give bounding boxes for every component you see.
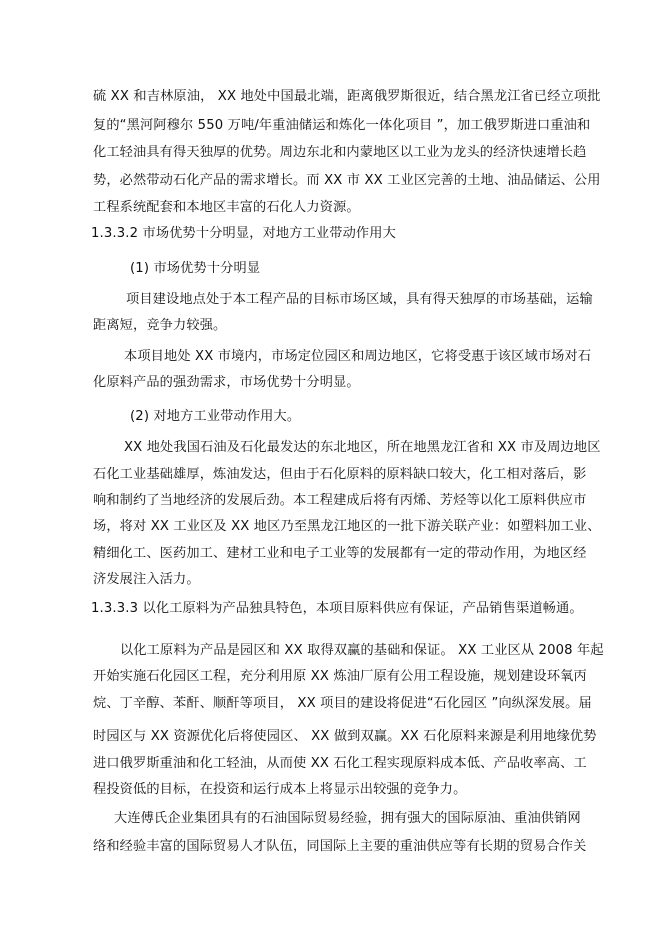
text-line: 开始实施石化园区工程，充分利用原 XX 炼油厂原有公用工程设施，规划建设环氧丙 (93, 669, 587, 684)
text-line: 以化工原料为产品是园区和 XX 取得双赢的基础和保证。 XX 工业区从 2008 年起 (120, 643, 604, 658)
section-heading: 1.3.3.2 市场优势十分明显，对地方工业带动作用大 (91, 226, 396, 241)
text-line: 工程系统配套和本地区丰富的石化人力资源。 (93, 200, 360, 215)
text-line: 距离短，竞争力较强。 (93, 318, 227, 333)
text-line: 本项目地处 XX 市境内，市场定位园区和周边地区，它将受惠于该区域市场对石 (124, 349, 592, 364)
text-line: 势，必然带动石化产品的需求增长。而 XX 市 XX 工业区完善的土地、油品储运、公用 (93, 173, 601, 188)
text-line: 精细化工、医药加工、建材工业和电子工业等的发展都有一定的带动作用，为地区经 (93, 546, 587, 561)
sub-heading: (1) 市场优势十分明显 (130, 261, 261, 276)
text-line: 化原料产品的强劲需求，市场优势十分明显。 (93, 375, 360, 390)
text-line: 程投资低的目标，在投资和运行成本上将显示出较强的竞争力。 (93, 782, 467, 797)
section-heading: 1.3.3.3 以化工原料为产品独具特色，本项目原料供应有保证，产品销售渠道畅通。 (91, 601, 583, 616)
text-line: 硫 XX 和吉林原油， XX 地处中国最北端，距离俄罗斯很近，结合黑龙江省已经立项批 (93, 89, 601, 104)
text-line: 项目建设地点处于本工程产品的目标市场区域，具有得天独厚的市场基础，运输 (126, 292, 593, 307)
text-line: 石化工业基础雄厚，炼油发达，但由于石化原料的原料缺口较大，化工相对落后，影 (93, 467, 587, 482)
text-line: 场，将对 XX 工业区及 XX 地区乃至黑龙江地区的一批下游关联产业：如塑料加工业、 (93, 519, 601, 534)
text-line: XX 地处我国石油及石化最发达的东北地区，所在地黑龙江省和 XX 市及周边地区 (124, 440, 601, 455)
text-line: 化工轻油具有得天独厚的优势。周边东北和内蒙地区以工业为龙头的经济快速增长趋 (93, 145, 587, 160)
text-line: 济发展注入活力。 (93, 572, 200, 587)
text-line: 络和经验丰富的国际贸易人才队伍，同国际上主要的重油供应等有长期的贸易合作关 (93, 839, 587, 854)
text-line: 响和制约了当地经济的发展后劲。本工程建成后将有丙烯、芳烃等以化工原料供应市 (93, 493, 587, 508)
text-line: 进口俄罗斯重油和化工轻油，从而使 XX 石化工程实现原料成本低、产品收率高、工 (93, 756, 587, 771)
text-line: 时园区与 XX 资源优化后将使园区、 XX 做到双赢。XX 石化原料来源是利用地缘优势 (93, 729, 597, 744)
text-line: 大连傅氏企业集团具有的石油国际贸易经验，拥有强大的国际原油、重油供销网 (114, 811, 581, 826)
text-line: 复的“黑河阿穆尔 550 万吨/年重油储运和炼化一体化项目 ”，加工俄罗斯进口重油和 (93, 118, 591, 133)
text-line: 烷、丁辛醇、苯酐、顺酐等项目， XX 项目的建设将促进“石化园区 ”向纵深发展。届 (93, 696, 592, 711)
sub-heading: (2) 对地方工业带动作用大。 (130, 409, 301, 424)
